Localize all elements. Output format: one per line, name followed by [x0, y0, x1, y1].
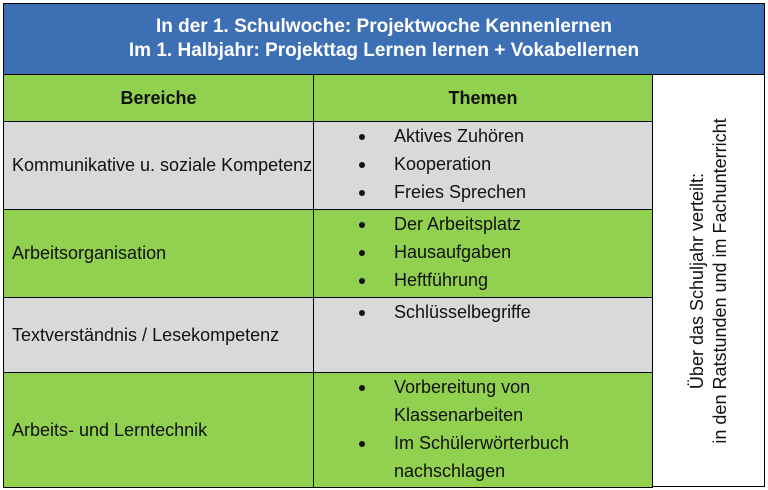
topics-table [3, 74, 653, 488]
bullet-icon [359, 250, 365, 256]
list-item [314, 178, 652, 206]
table-row [4, 373, 653, 488]
bullet-icon [359, 162, 365, 168]
bullet-icon [359, 134, 365, 140]
topic-list [314, 298, 652, 326]
list-item [314, 122, 652, 150]
topic-text: Hausaufgaben [394, 242, 512, 262]
side-note-line-2: in den Ratstunden und im Fachunterricht [709, 117, 730, 444]
topic-list [314, 373, 652, 485]
list-item [314, 266, 652, 294]
list-item [314, 373, 652, 429]
header-line-1: In der 1. Schulwoche: Projektwoche Kennenlernen [155, 16, 613, 37]
table-row [4, 210, 653, 298]
table-row [4, 298, 653, 373]
themen-cell [314, 122, 653, 210]
topic-text: Aktives Zuhören [394, 126, 525, 146]
topic-text: Im Schülerwörterbuch nachschlagen [394, 433, 570, 481]
bereich-cell: Kommunikative u. soziale Kompetenz [4, 122, 314, 210]
themen-cell [314, 373, 653, 488]
side-note-text [686, 81, 732, 481]
topic-list [314, 122, 652, 206]
bullet-icon [359, 278, 365, 284]
topic-text: Freies Sprechen [394, 182, 527, 202]
bereich-cell: Arbeits- und Lerntechnik [4, 373, 314, 488]
side-note-panel [652, 74, 765, 487]
column-header-themen: Themen [314, 75, 653, 122]
header-line-2: Im 1. Halbjahr: Projekttag Lernen lernen + Vokabellernen [128, 40, 640, 61]
topic-text: Der Arbeitsplatz [394, 214, 522, 234]
themen-cell [314, 210, 653, 298]
column-header-bereiche: Bereiche [4, 75, 314, 122]
topic-list [314, 210, 652, 294]
list-item [314, 150, 652, 178]
bullet-icon [359, 441, 365, 447]
bereich-cell: Arbeitsorganisation [4, 210, 314, 298]
list-item [314, 429, 652, 485]
bullet-icon [359, 310, 365, 316]
topic-text: Heftführung [394, 270, 489, 290]
list-item [314, 298, 652, 326]
list-item [314, 238, 652, 266]
bullet-icon [359, 385, 365, 391]
list-item [314, 210, 652, 238]
table-row [4, 122, 653, 210]
topic-text: Schlüsselbegriffe [394, 302, 531, 322]
bullet-icon [359, 190, 365, 196]
themen-cell [314, 298, 653, 373]
side-note-line-1: Über das Schuljahr verteilt: [686, 172, 707, 389]
bereich-cell: Textverständnis / Lesekompetenz [4, 298, 314, 373]
header-banner [3, 3, 765, 75]
topic-text: Kooperation [394, 154, 492, 174]
topic-text: Vorbereitung von Klassenarbeiten [394, 377, 531, 425]
bullet-icon [359, 222, 365, 228]
